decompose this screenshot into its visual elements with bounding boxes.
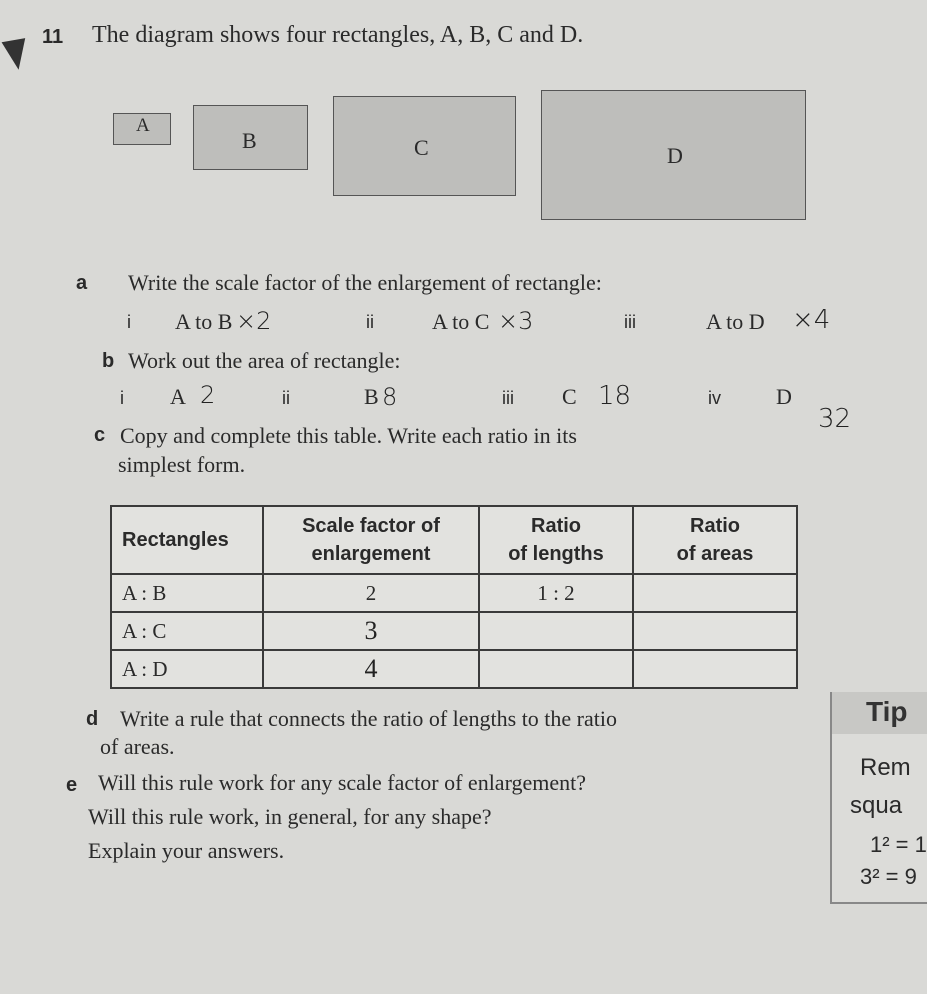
part-b-item-3-num: iii xyxy=(502,388,514,408)
cell-ratio-area xyxy=(633,650,797,688)
part-a-text: Write the scale factor of the enlargement of rectangle: xyxy=(128,270,602,295)
cell-rect: A : B xyxy=(111,574,263,612)
part-b-item-2-num: ii xyxy=(282,388,290,408)
tip-title: Tip xyxy=(866,696,908,727)
part-a-item-3-text: A to D xyxy=(706,309,765,334)
table-row xyxy=(111,650,797,688)
part-d-line2: of areas. xyxy=(100,734,175,759)
ratio-table xyxy=(110,505,798,689)
part-d-line1: Write a rule that connects the ratio of lengths to the ratio xyxy=(120,706,617,731)
header-scale-factor: Scale factor of enlargement xyxy=(263,506,479,574)
table-header-row xyxy=(111,506,797,574)
part-b-text: Work out the area of rectangle: xyxy=(128,348,401,373)
cell-ratio-area xyxy=(633,574,797,612)
part-b-item-4-answer: 32 xyxy=(818,404,852,434)
part-b-item-3-text: C xyxy=(562,384,577,409)
rectangle-d-label: D xyxy=(667,143,683,168)
part-e-line3: Explain your answers. xyxy=(88,838,285,863)
rectangle-a xyxy=(113,113,171,145)
tip-line3: 1² = 1 xyxy=(870,832,927,857)
part-b-item-1-text: A xyxy=(170,384,186,409)
rectangle-d xyxy=(541,90,806,220)
rectangle-c xyxy=(333,96,516,196)
part-a-item-3-num: iii xyxy=(624,312,636,332)
cell-ratio-len xyxy=(479,650,633,688)
part-a-item-1-text: A to B xyxy=(175,309,233,334)
header-ratio-areas: Ratio of areas xyxy=(633,506,797,574)
tip-line4: 3² = 9 xyxy=(860,864,917,889)
cell-sf: 4 xyxy=(263,650,479,688)
header-ratio-lengths: Ratio of lengths xyxy=(479,506,633,574)
part-a-item-1-num: i xyxy=(127,312,131,332)
part-a-item-2-num: ii xyxy=(366,312,374,332)
part-a-letter: a xyxy=(76,272,88,294)
part-a-item-2-answer: ×3 xyxy=(498,307,534,335)
part-b-item-1-num: i xyxy=(120,388,124,408)
table-row xyxy=(111,574,797,612)
part-e-letter: e xyxy=(66,774,78,796)
part-a-item-1-answer: ×2 xyxy=(236,307,272,335)
part-b-item-4-num: iv xyxy=(708,388,721,408)
cell-ratio-area xyxy=(633,612,797,650)
table-row xyxy=(111,612,797,650)
part-b-item-2-answer: 8 xyxy=(382,383,398,411)
question-intro: The diagram shows four rectangles, A, B, C and D. xyxy=(92,22,584,48)
cell-rect: A : C xyxy=(111,612,263,650)
part-d-letter: d xyxy=(86,708,99,730)
part-b-item-3-answer: 18 xyxy=(598,381,632,411)
part-c-line2: simplest form. xyxy=(118,452,246,477)
cell-ratio-len: 1 : 2 xyxy=(479,574,633,612)
cell-sf: 3 xyxy=(263,612,479,650)
question-marker-icon xyxy=(2,38,31,72)
rectangle-c-label: C xyxy=(414,135,429,160)
part-b-item-4-text: D xyxy=(776,384,792,409)
header-rectangles: Rectangles xyxy=(111,506,263,574)
part-b-item-1-answer: 2 xyxy=(200,381,216,409)
part-a-item-2-text: A to C xyxy=(432,309,490,334)
rectangle-a-label: A xyxy=(136,115,150,136)
tip-line2: squa xyxy=(850,792,903,819)
tip-box xyxy=(830,692,927,904)
cell-sf: 2 xyxy=(263,574,479,612)
part-b-letter: b xyxy=(102,350,115,372)
part-c-letter: c xyxy=(94,424,106,446)
part-a-item-3-answer: ×4 xyxy=(792,305,831,335)
cell-ratio-len xyxy=(479,612,633,650)
question-number: 11 xyxy=(42,26,64,48)
part-b-item-2-text: B xyxy=(364,384,379,409)
tip-line1: Rem xyxy=(860,754,911,781)
part-e-line2: Will this rule work, in general, for any shape? xyxy=(88,804,492,829)
rectangle-b-label: B xyxy=(242,128,257,153)
part-c-line1: Copy and complete this table. Write each ratio in its xyxy=(120,423,577,448)
part-e-line1: Will this rule work for any scale factor of enlargement? xyxy=(98,770,587,795)
rectangle-b xyxy=(193,105,308,170)
cell-rect: A : D xyxy=(111,650,263,688)
